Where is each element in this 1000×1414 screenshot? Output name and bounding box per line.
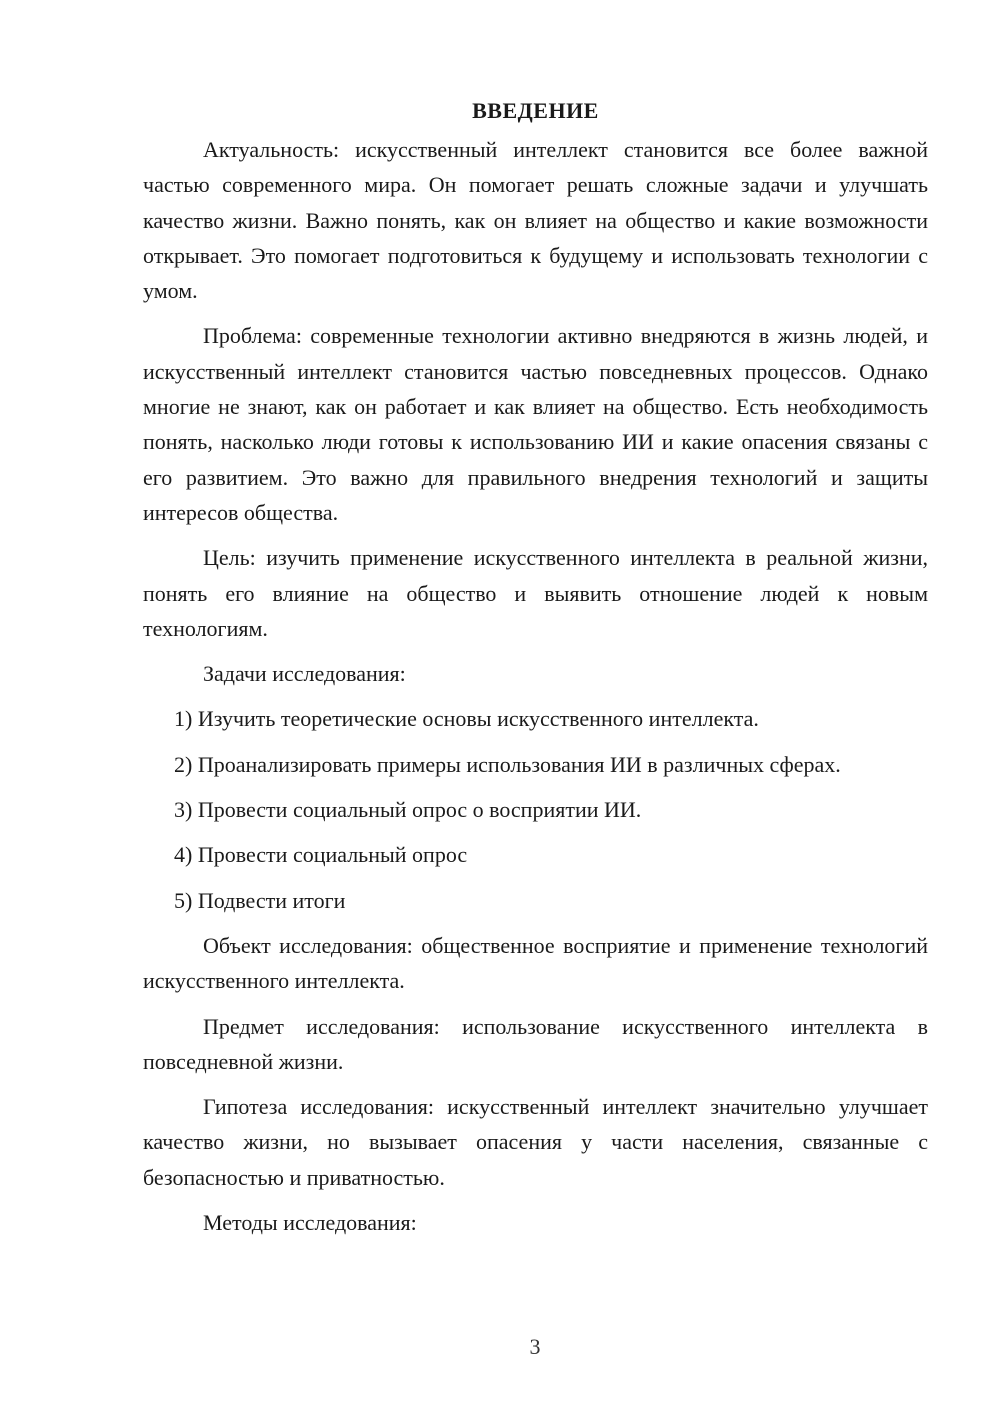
paragraph-relevance: Актуальность: искусственный интеллект становится все более важной частью современного мира. Он помогает решать сложные задачи и улучшать качество жизни. Важно понять, как он влияет на общество и какие возможности открывает. Это помогает подготовиться к будущему и использовать технологии с умом.: [143, 137, 928, 304]
paragraph-subject: Предмет исследования: использование искусственного интеллекта в повседневной жизни.: [143, 1013, 928, 1074]
paragraph-methods: Методы исследования:: [203, 1210, 417, 1236]
page-number: 3: [529, 1334, 541, 1359]
paragraph-problem: Проблема: современные технологии активно внедряются в жизнь людей, и искусственный интеллект становится частью повседневных процессов. Однако многие не знают, как он работает и как влияет на общество. Есть необходимость понять, насколько люди готовы к использованию ИИ и какие опасения связаны с его развитием. Это важно для правильного внедрения технологий и защиты интересов общества.: [143, 323, 928, 525]
task-item-3: 3) Провести социальный опрос о восприятии ИИ.: [174, 797, 642, 823]
task-item-2: 2) Проанализировать примеры использования ИИ в различных сферах.: [174, 751, 841, 777]
page-content: [143, 93, 928, 1250]
task-item-1: 1) Изучить теоретические основы искусственного интеллекта.: [174, 706, 759, 732]
task-item-5: 5) Подвести итоги: [174, 887, 346, 913]
section-title: ВВЕДЕНИЕ: [472, 98, 599, 123]
paragraph-object: Объект исследования: общественное восприятие и применение технологий искусственного интеллекта.: [143, 932, 928, 994]
paragraph-hypothesis: Гипотеза исследования: искусственный интеллект значительно улучшает качество жизни, но вызывает опасения у части населения, связанные с безопасностью и приватностью.: [143, 1094, 928, 1190]
paragraph-goal: Цель: изучить применение искусственного интеллекта в реальной жизни, понять его влияние на общество и выявить отношение людей к новым технологиям.: [143, 545, 928, 641]
paragraph-tasks-heading: Задачи исследования:: [203, 661, 406, 687]
task-item-4: 4) Провести социальный опрос: [174, 842, 468, 868]
